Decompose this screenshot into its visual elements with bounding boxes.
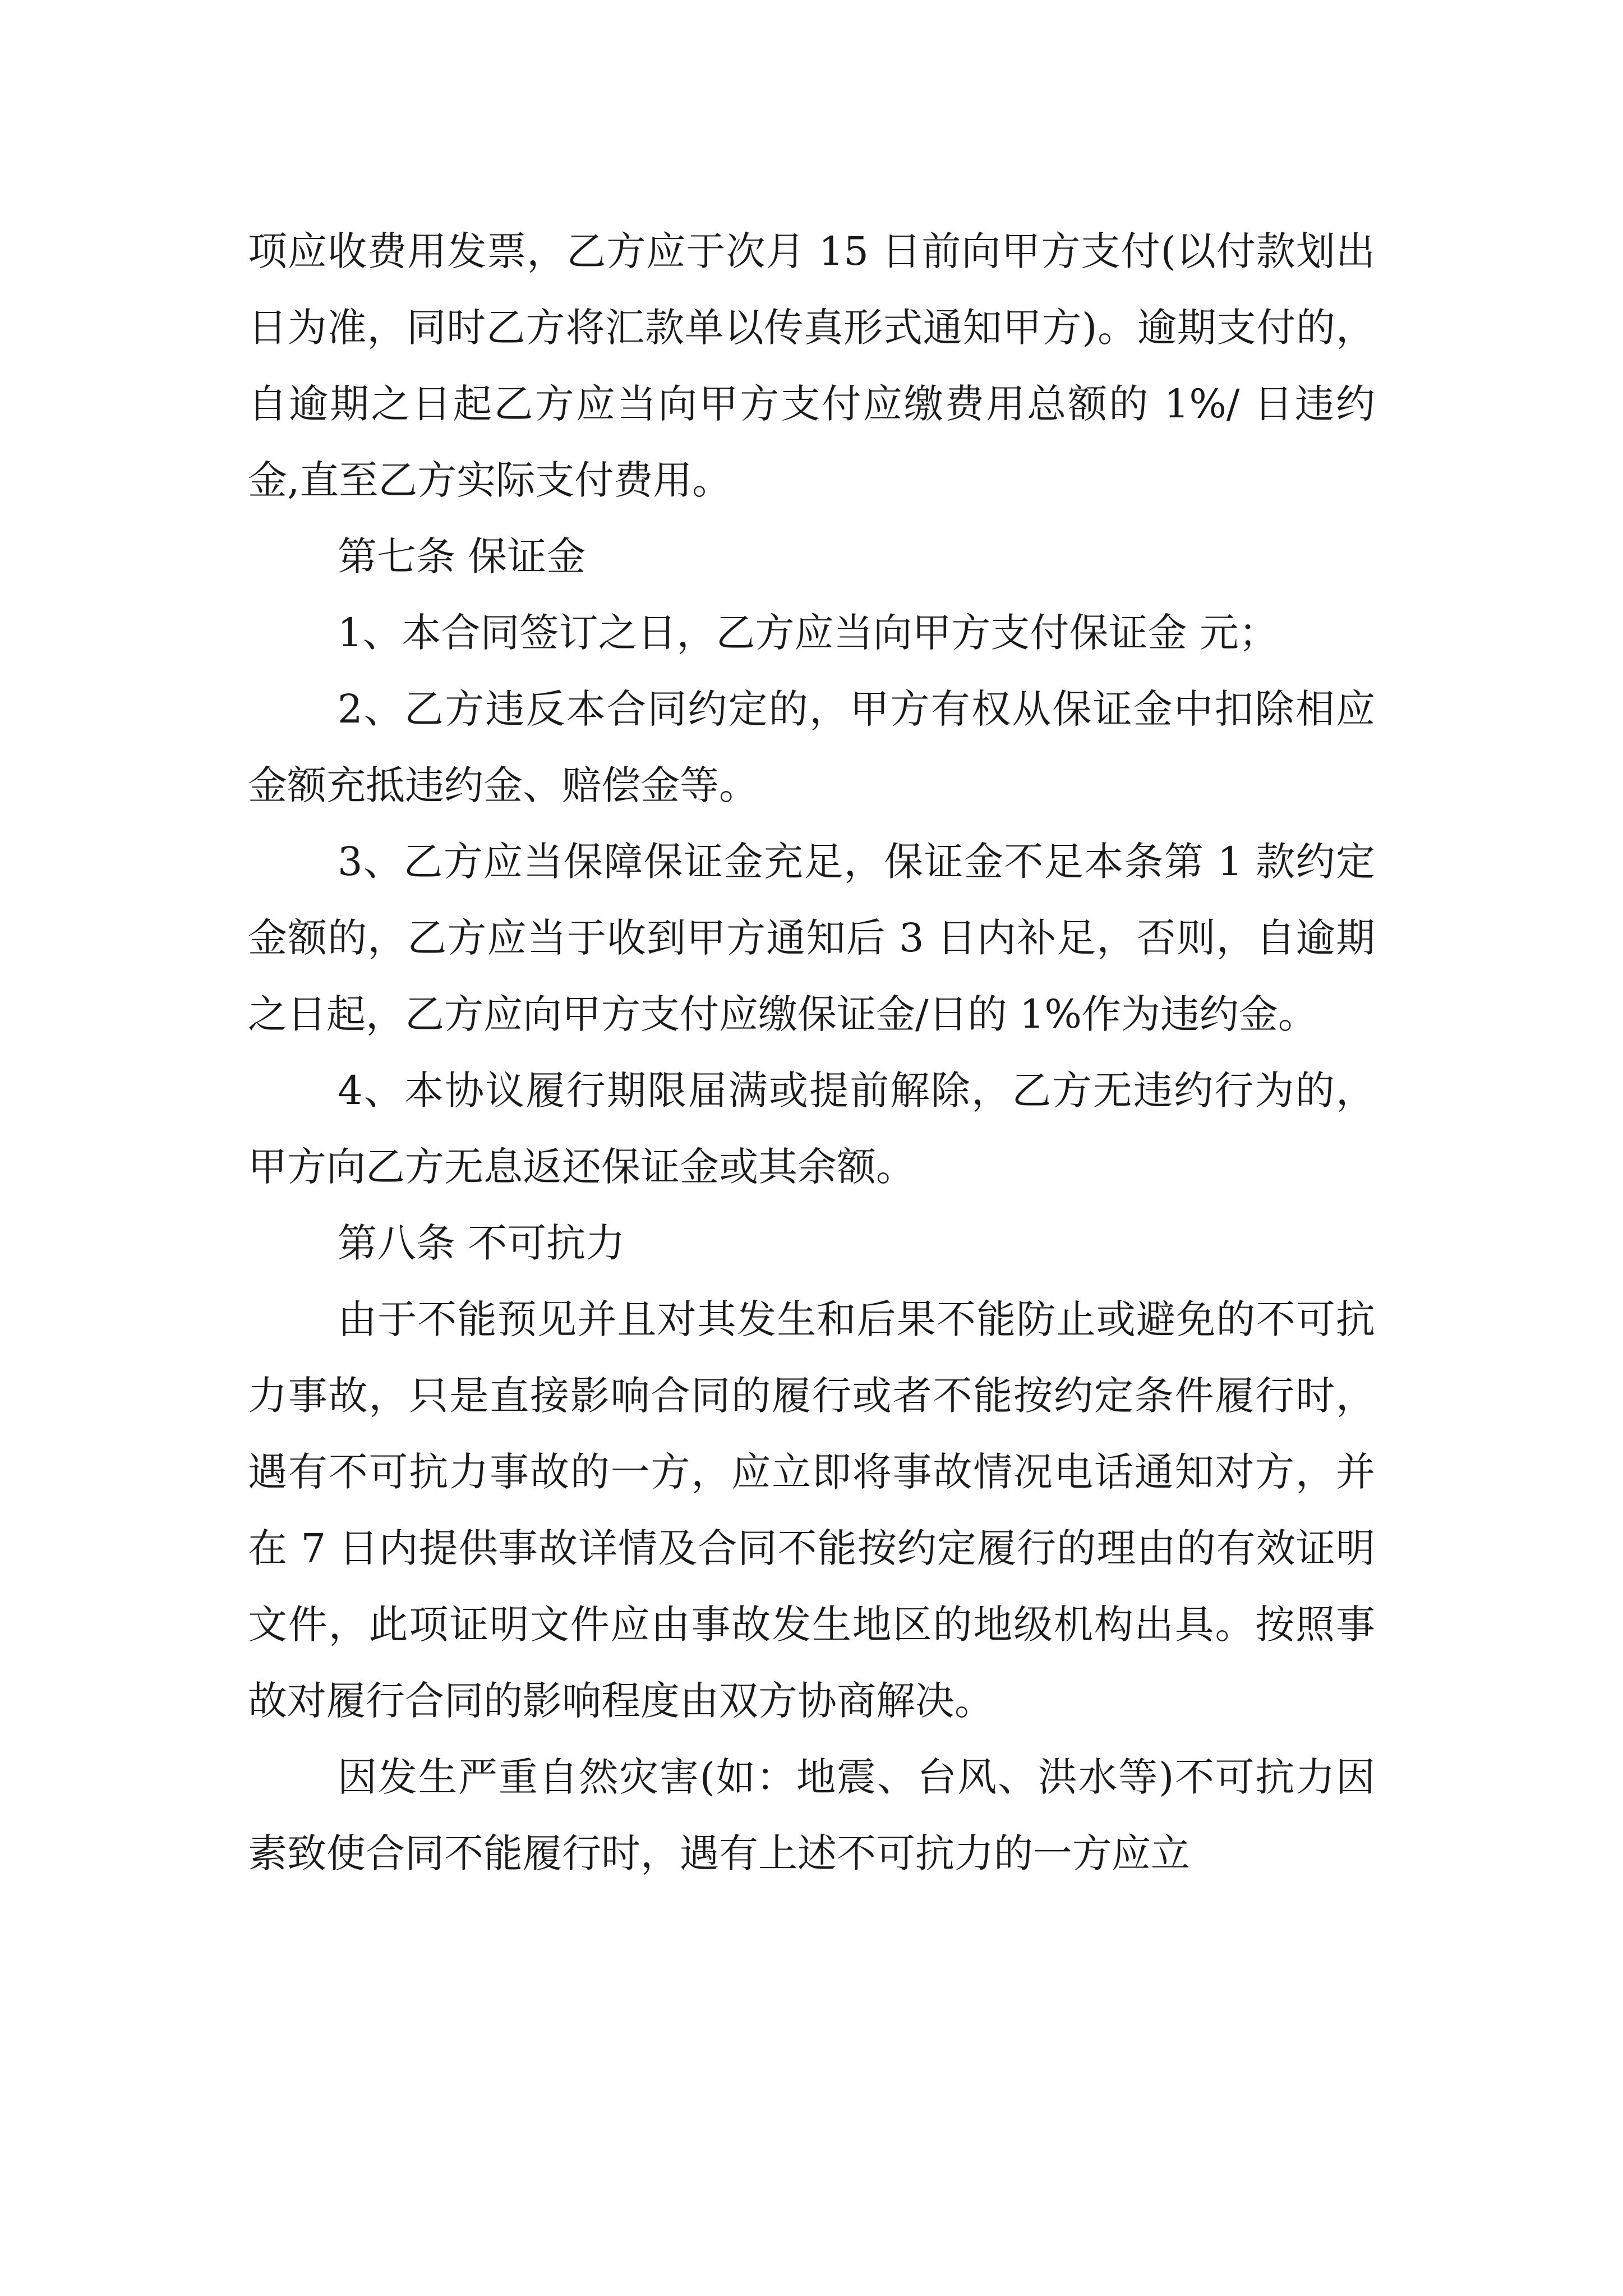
paragraph-deposit-clause-1: 1、本合同签订之日，乙方应当向甲方支付保证金 元；	[338, 610, 1278, 656]
document-page	[248, 213, 1375, 1892]
paragraph-payment-terms: 项应收费用发票，乙方应于次月 15 日前向甲方支付(以付款划出日为准，同时乙方将汇款单以传真形式通知甲方)。逾期支付的，自逾期之日起乙方应当向甲方支付应缴费用总额的 1%/ 日违约金,直至乙方实际支付费用。	[248, 228, 1375, 503]
section-heading-article-8: 第八条 不可抗力	[338, 1220, 625, 1266]
section-heading-article-7: 第七条 保证金	[338, 533, 586, 579]
paragraph-force-majeure-2: 因发生严重自然灾害(如：地震、台风、洪水等)不可抗力因素致使合同不能履行时，遇有上述不可抗力的一方应立	[248, 1754, 1375, 1876]
paragraph-deposit-clause-2: 2、乙方违反本合同约定的，甲方有权从保证金中扣除相应金额充抵违约金、赔偿金等。	[248, 686, 1375, 808]
paragraph-force-majeure-1: 由于不能预见并且对其发生和后果不能防止或避免的不可抗力事故，只是直接影响合同的履行或者不能按约定条件履行时，遇有不可抗力事故的一方，应立即将事故情况电话通知对方，并在 7 日内提供事故详情及合同不能按约定履行的理由的有效证明文件，此项证明文件应由事故发生地区的地级机构出具。按照事故对履行合同的影响程度由双方协商解决。	[248, 1296, 1375, 1724]
paragraph-deposit-clause-3: 3、乙方应当保障保证金充足，保证金不足本条第 1 款约定金额的，乙方应当于收到甲方通知后 3 日内补足，否则，自逾期之日起，乙方应向甲方支付应缴保证金/日的 1%作为违约金。	[248, 839, 1375, 1037]
paragraph-deposit-clause-4: 4、本协议履行期限届满或提前解除，乙方无违约行为的，甲方向乙方无息返还保证金或其余额。	[248, 1068, 1375, 1190]
